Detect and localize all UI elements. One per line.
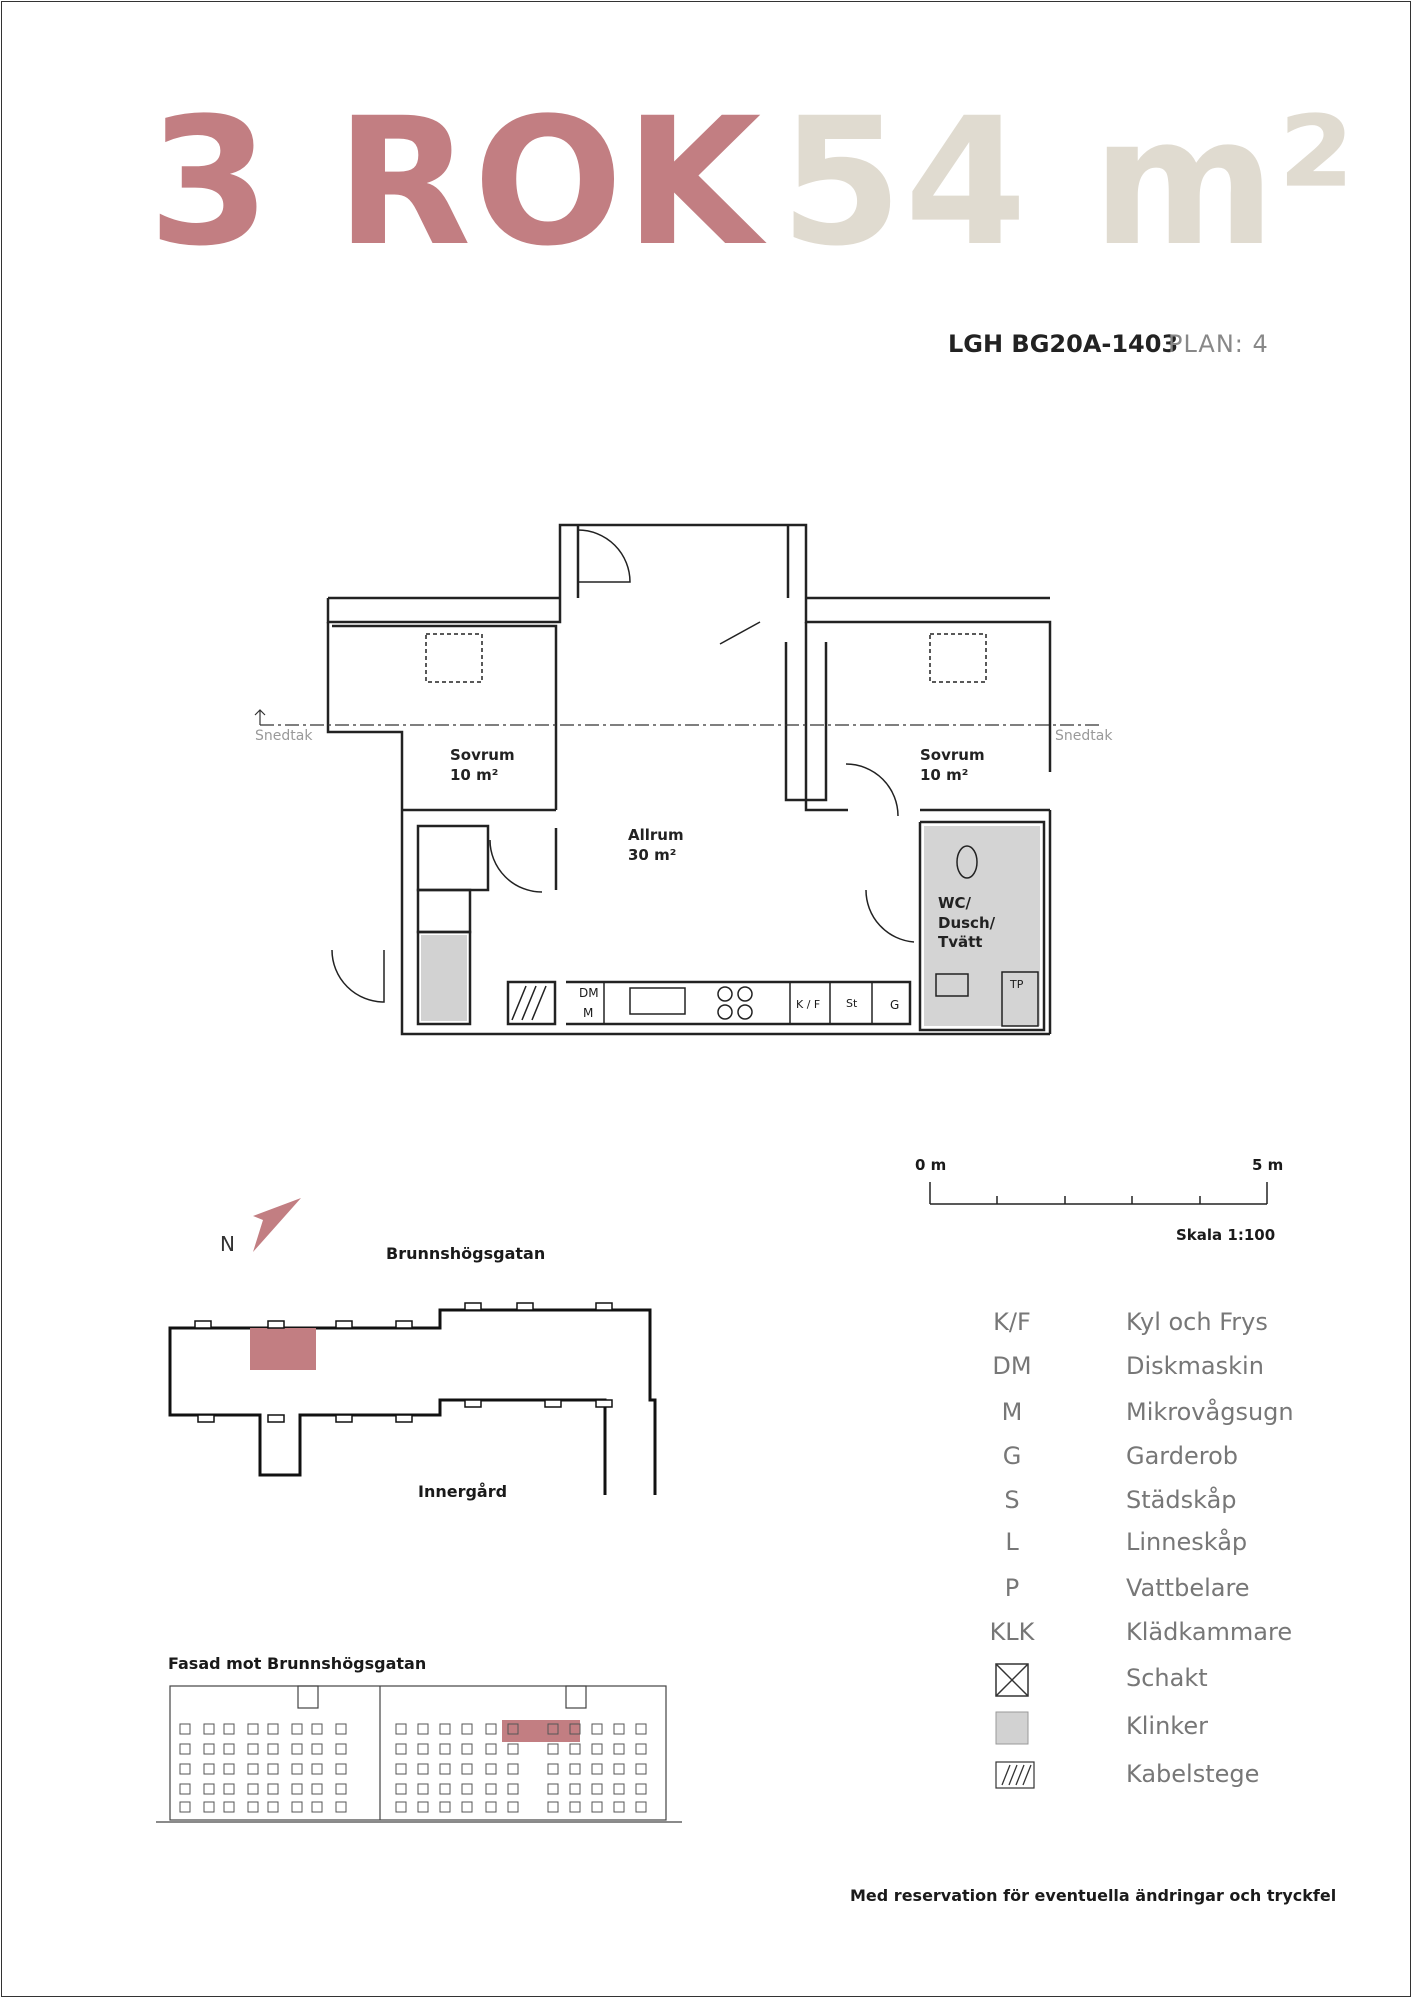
legend-row <box>980 1302 1310 1342</box>
room-allrum <box>628 826 684 865</box>
legend-row <box>980 1754 1310 1794</box>
legend-code: KLK <box>989 1618 1035 1646</box>
floor-plan <box>240 510 1113 1074</box>
facade-window <box>312 1724 322 1734</box>
room-name: Sovrum <box>920 746 985 764</box>
facade-window <box>636 1802 646 1812</box>
facade-window <box>440 1764 450 1774</box>
facade-window <box>292 1802 302 1812</box>
facade-window <box>204 1802 214 1812</box>
legend-name: Mikrovågsugn <box>1126 1398 1294 1426</box>
facade-window <box>570 1802 580 1812</box>
scale-end: 5 m <box>1252 1156 1284 1174</box>
legend-row <box>980 1706 1310 1746</box>
facade-window <box>486 1764 496 1774</box>
legend-row <box>980 1612 1310 1652</box>
facade-window <box>248 1724 258 1734</box>
facade-window <box>486 1784 496 1794</box>
legend-code: M <box>1001 1398 1023 1426</box>
facade-window <box>508 1784 518 1794</box>
legend-code: S <box>1004 1486 1020 1514</box>
facade-window <box>248 1764 258 1774</box>
facade-window <box>224 1802 234 1812</box>
kabelstege-icon <box>994 1758 1036 1792</box>
legend-row <box>980 1522 1310 1562</box>
facade-window <box>336 1764 346 1774</box>
facade-window <box>486 1744 496 1754</box>
facade-window <box>248 1784 258 1794</box>
facade-window <box>614 1724 624 1734</box>
floor-plan-drawing <box>240 510 1100 1070</box>
fixture-g: G <box>890 998 900 1012</box>
facade-window <box>418 1764 428 1774</box>
room-count-title: 3 ROK <box>148 80 764 285</box>
fixture-st: St <box>846 997 858 1010</box>
facade-window <box>462 1764 472 1774</box>
room-sovrum-2 <box>920 746 985 785</box>
facade-window <box>336 1744 346 1754</box>
facade-window <box>636 1724 646 1734</box>
legend-name: Klädkammare <box>1126 1618 1293 1646</box>
disclaimer: Med reservation för eventuella ändringar och tryckfel <box>850 1886 1337 1905</box>
room-wc: WC/ Dusch/ Tvätt <box>938 894 996 951</box>
facade-window <box>440 1724 450 1734</box>
facade-window <box>418 1784 428 1794</box>
scale-bar <box>922 1180 1268 1208</box>
legend-row <box>980 1436 1310 1476</box>
facade-window <box>336 1802 346 1812</box>
north-label: N <box>220 1232 235 1256</box>
facade-window <box>292 1764 302 1774</box>
legend-name: Vattbelare <box>1126 1574 1250 1602</box>
facade-window <box>336 1784 346 1794</box>
facade-window <box>204 1724 214 1734</box>
facade-window <box>336 1724 346 1734</box>
facade-window <box>548 1802 558 1812</box>
facade-window <box>592 1784 602 1794</box>
room-sovrum-1 <box>450 746 515 785</box>
facade-window <box>204 1744 214 1754</box>
legend-row <box>980 1480 1310 1520</box>
facade-window <box>224 1784 234 1794</box>
legend-name: Schakt <box>1126 1664 1208 1692</box>
legend-name: Diskmaskin <box>1126 1352 1264 1380</box>
facade-window <box>312 1764 322 1774</box>
facade-window <box>636 1784 646 1794</box>
facade-window <box>268 1802 278 1812</box>
facade-window <box>462 1744 472 1754</box>
facade-window <box>614 1744 624 1754</box>
facade-window <box>204 1784 214 1794</box>
klinker-icon <box>994 1710 1030 1746</box>
facade-window <box>486 1724 496 1734</box>
room-area: 30 m² <box>628 845 677 864</box>
facade-window <box>636 1764 646 1774</box>
scale-label: Skala 1:100 <box>1176 1226 1276 1244</box>
scale-start: 0 m <box>915 1156 947 1174</box>
facade-window <box>396 1802 406 1812</box>
legend-code: L <box>1005 1528 1019 1556</box>
facade-window <box>268 1724 278 1734</box>
facade-window <box>592 1724 602 1734</box>
facade-window <box>508 1764 518 1774</box>
legend-name: Klinker <box>1126 1712 1208 1740</box>
facade-window <box>268 1744 278 1754</box>
facade-window <box>614 1802 624 1812</box>
facade-window <box>180 1744 190 1754</box>
facade-window <box>462 1784 472 1794</box>
room-name: Allrum <box>628 826 684 844</box>
legend-code: P <box>1004 1574 1020 1602</box>
street-label: Brunnshögsgatan <box>386 1244 546 1263</box>
section-label-right: Snedtak <box>1055 728 1113 744</box>
facade-window <box>396 1784 406 1794</box>
facade-window <box>248 1744 258 1754</box>
facade-window <box>268 1784 278 1794</box>
facade-window <box>312 1784 322 1794</box>
facade-window <box>570 1764 580 1774</box>
facade-window <box>418 1744 428 1754</box>
facade-window <box>312 1802 322 1812</box>
room-area: 10 m² <box>920 765 969 784</box>
legend-name: Linneskåp <box>1126 1528 1248 1556</box>
fixture-tp: TP <box>1010 978 1024 991</box>
facade-window <box>440 1784 450 1794</box>
facade-title: Fasad mot Brunnshögsgatan <box>168 1654 427 1673</box>
facade-window <box>224 1724 234 1734</box>
legend-name: Kyl och Frys <box>1126 1308 1268 1336</box>
fixture-kf: K / F <box>796 998 821 1011</box>
room-name: Sovrum <box>450 746 515 764</box>
section-label-left: Snedtak <box>255 728 313 744</box>
legend-row <box>980 1658 1310 1698</box>
facade-window <box>180 1784 190 1794</box>
facade-window <box>396 1764 406 1774</box>
floor-plan-number: PLAN: 4 <box>1168 330 1269 358</box>
fixture-m: M <box>583 1006 594 1020</box>
facade-window <box>548 1764 558 1774</box>
facade-window <box>462 1802 472 1812</box>
facade-window <box>592 1744 602 1754</box>
schakt-icon <box>994 1662 1030 1698</box>
facade-window <box>224 1764 234 1774</box>
facade-window <box>204 1764 214 1774</box>
facade-window <box>614 1764 624 1774</box>
facade-window <box>292 1744 302 1754</box>
facade-window <box>548 1744 558 1754</box>
facade-window <box>592 1802 602 1812</box>
facade-window <box>440 1744 450 1754</box>
fixture-dm: DM <box>579 986 599 1000</box>
facade-window <box>486 1802 496 1812</box>
legend-code: K/F <box>993 1308 1031 1336</box>
facade-window <box>614 1784 624 1794</box>
apartment-id: LGH BG20A-1403 <box>948 330 1179 358</box>
facade-window <box>440 1802 450 1812</box>
facade-window <box>570 1784 580 1794</box>
legend-name: Kabelstege <box>1126 1760 1260 1788</box>
legend-row <box>980 1392 1310 1432</box>
legend-code: G <box>1002 1442 1022 1470</box>
facade-window <box>418 1724 428 1734</box>
facade-window <box>292 1784 302 1794</box>
legend-name: Garderob <box>1126 1442 1239 1470</box>
legend-row <box>980 1568 1310 1608</box>
facade-window <box>396 1744 406 1754</box>
area-title: 54 m² <box>780 80 1357 285</box>
facade-window <box>180 1802 190 1812</box>
facade-window <box>180 1724 190 1734</box>
legend-name: Städskåp <box>1126 1486 1237 1514</box>
facade-window <box>570 1744 580 1754</box>
facade-window <box>548 1784 558 1794</box>
facade-window <box>224 1744 234 1754</box>
facade-window <box>592 1764 602 1774</box>
facade-window <box>508 1802 518 1812</box>
facade-window <box>636 1744 646 1754</box>
legend-code: DM <box>992 1352 1032 1380</box>
room-area: 10 m² <box>450 765 499 784</box>
facade-elevation <box>156 1682 686 1827</box>
legend-row <box>980 1346 1310 1386</box>
courtyard-label: Innergård <box>418 1482 508 1501</box>
site-plan <box>160 1295 680 1495</box>
facade-window <box>462 1724 472 1734</box>
facade-window <box>396 1724 406 1734</box>
facade-window <box>418 1802 428 1812</box>
facade-window <box>268 1764 278 1774</box>
facade-window <box>180 1764 190 1774</box>
facade-window <box>292 1724 302 1734</box>
facade-window <box>508 1744 518 1754</box>
facade-window <box>248 1802 258 1812</box>
facade-window <box>312 1744 322 1754</box>
